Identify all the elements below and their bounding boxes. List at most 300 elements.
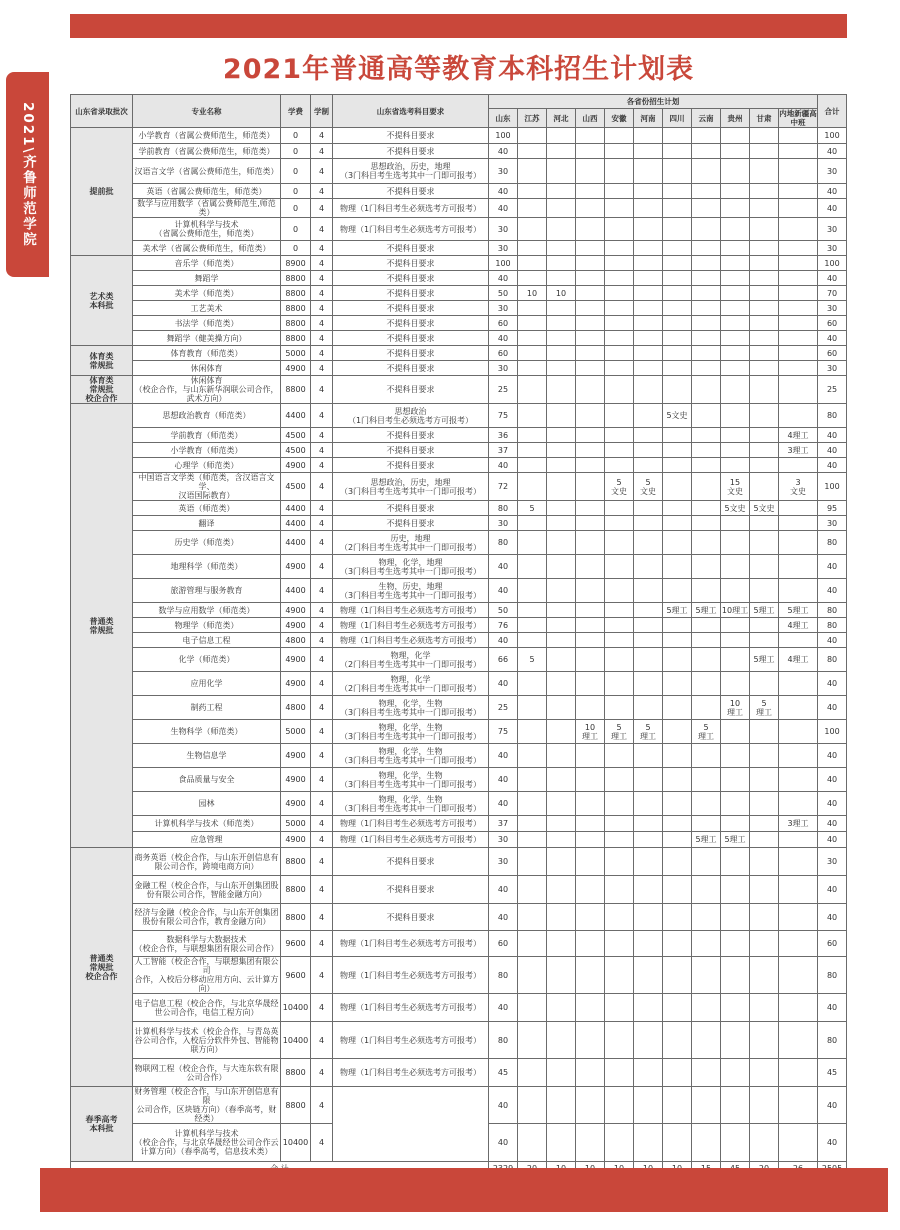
fee-cell: 8800 bbox=[281, 286, 311, 301]
top-banner bbox=[70, 14, 847, 38]
province-quota-cell bbox=[692, 768, 721, 792]
province-quota-cell bbox=[547, 473, 576, 501]
fee-cell: 4900 bbox=[281, 555, 311, 579]
fee-cell: 4900 bbox=[281, 792, 311, 816]
province-quota-cell bbox=[605, 994, 634, 1022]
years-cell: 4 bbox=[311, 792, 333, 816]
header-subject-req: 山东省选考科目要求 bbox=[333, 95, 489, 128]
header-years: 学制 bbox=[311, 95, 333, 128]
province-quota-cell bbox=[779, 218, 818, 241]
province-quota-cell bbox=[576, 218, 605, 241]
province-quota-cell bbox=[692, 301, 721, 316]
province-quota-cell: 5理工 bbox=[779, 603, 818, 618]
fee-cell: 8800 bbox=[281, 1087, 311, 1124]
province-quota-cell bbox=[750, 672, 779, 696]
fee-cell: 4900 bbox=[281, 744, 311, 768]
province-quota-cell bbox=[605, 256, 634, 271]
table-row bbox=[71, 458, 847, 473]
province-quota-cell: 80 bbox=[489, 501, 518, 516]
row-total-cell: 70 bbox=[818, 286, 847, 301]
province-quota-cell bbox=[518, 361, 547, 376]
subject-req-cell: 不提科目要求 bbox=[333, 501, 489, 516]
province-quota-cell bbox=[779, 199, 818, 218]
subject-req-cell: 不提科目要求 bbox=[333, 346, 489, 361]
years-cell: 4 bbox=[311, 501, 333, 516]
header-province: 四川 bbox=[663, 109, 692, 128]
fee-cell: 9600 bbox=[281, 931, 311, 957]
major-cell: 电子信息工程（校企合作，与北京华晟经 世公司合作，电信工程方向） bbox=[133, 994, 281, 1022]
years-cell: 4 bbox=[311, 199, 333, 218]
years-cell: 4 bbox=[311, 458, 333, 473]
province-quota-cell bbox=[547, 792, 576, 816]
fee-cell: 4400 bbox=[281, 579, 311, 603]
province-quota-cell bbox=[605, 144, 634, 159]
years-cell: 4 bbox=[311, 361, 333, 376]
fee-cell: 0 bbox=[281, 184, 311, 199]
years-cell: 4 bbox=[311, 376, 333, 404]
province-quota-cell: 5 理工 bbox=[692, 720, 721, 744]
row-total-cell: 40 bbox=[818, 579, 847, 603]
province-quota-cell bbox=[605, 316, 634, 331]
fee-cell: 0 bbox=[281, 144, 311, 159]
row-total-cell: 40 bbox=[818, 768, 847, 792]
fee-cell: 4400 bbox=[281, 516, 311, 531]
province-quota-cell bbox=[692, 579, 721, 603]
major-cell: 计算机科学与技术（师范类） bbox=[133, 816, 281, 832]
table-row bbox=[71, 768, 847, 792]
province-quota-cell bbox=[692, 184, 721, 199]
province-quota-cell bbox=[750, 458, 779, 473]
major-cell: 电子信息工程 bbox=[133, 633, 281, 648]
province-quota-cell bbox=[576, 618, 605, 633]
table-row bbox=[71, 428, 847, 443]
province-quota-cell bbox=[547, 144, 576, 159]
province-quota-cell: 4理工 bbox=[779, 618, 818, 633]
province-quota-cell bbox=[721, 184, 750, 199]
province-quota-cell bbox=[779, 144, 818, 159]
table-row bbox=[71, 256, 847, 271]
table-row bbox=[71, 376, 847, 404]
province-quota-cell bbox=[663, 241, 692, 256]
province-quota-cell bbox=[779, 184, 818, 199]
province-quota-cell bbox=[663, 218, 692, 241]
province-quota-cell bbox=[721, 1059, 750, 1087]
table-row bbox=[71, 218, 847, 241]
years-cell: 4 bbox=[311, 1022, 333, 1059]
province-quota-cell bbox=[721, 816, 750, 832]
table-row bbox=[71, 473, 847, 501]
major-cell: 应用化学 bbox=[133, 672, 281, 696]
fee-cell: 8800 bbox=[281, 848, 311, 876]
province-quota-cell bbox=[518, 241, 547, 256]
province-quota-cell bbox=[663, 184, 692, 199]
province-quota-cell bbox=[692, 331, 721, 346]
table-row bbox=[71, 792, 847, 816]
side-tab-school: 2021\齐鲁师范学院 bbox=[6, 72, 49, 277]
province-quota-cell bbox=[547, 672, 576, 696]
province-quota-cell: 3理工 bbox=[779, 443, 818, 458]
table-row bbox=[71, 316, 847, 331]
row-total-cell: 40 bbox=[818, 832, 847, 848]
province-quota-cell bbox=[721, 555, 750, 579]
province-quota-cell: 40 bbox=[489, 271, 518, 286]
province-quota-cell bbox=[663, 579, 692, 603]
batch-cell: 艺术类 本科批 bbox=[71, 256, 133, 346]
province-quota-cell bbox=[634, 579, 663, 603]
province-quota-cell bbox=[663, 1059, 692, 1087]
province-quota-cell bbox=[663, 876, 692, 904]
province-quota-cell bbox=[634, 816, 663, 832]
province-quota-cell bbox=[634, 458, 663, 473]
province-quota-cell bbox=[750, 816, 779, 832]
province-quota-cell: 5 理工 bbox=[605, 720, 634, 744]
province-quota-cell bbox=[547, 404, 576, 428]
province-quota-cell bbox=[721, 458, 750, 473]
province-quota-cell bbox=[721, 404, 750, 428]
province-quota-cell bbox=[605, 501, 634, 516]
province-quota-cell bbox=[518, 720, 547, 744]
row-total-cell: 40 bbox=[818, 1124, 847, 1162]
province-quota-cell: 5理工 bbox=[750, 648, 779, 672]
table-row bbox=[71, 696, 847, 720]
subject-req-cell: 不提科目要求 bbox=[333, 848, 489, 876]
province-quota-cell bbox=[721, 316, 750, 331]
major-cell: 物理学（师范类） bbox=[133, 618, 281, 633]
province-quota-cell bbox=[518, 316, 547, 331]
years-cell: 4 bbox=[311, 404, 333, 428]
major-cell: 计算机科学与技术（校企合作，与青岛英 谷公司合作，入校后分软件外包、智能物 联方向） bbox=[133, 1022, 281, 1059]
province-quota-cell bbox=[547, 744, 576, 768]
years-cell: 4 bbox=[311, 531, 333, 555]
province-quota-cell bbox=[692, 443, 721, 458]
subject-req-cell: 物理，化学，生物 （3门科目考生选考其中一门即可报考） bbox=[333, 744, 489, 768]
fee-cell: 4900 bbox=[281, 768, 311, 792]
years-cell: 4 bbox=[311, 256, 333, 271]
province-quota-cell bbox=[518, 128, 547, 144]
years-cell: 4 bbox=[311, 1124, 333, 1162]
row-total-cell: 40 bbox=[818, 633, 847, 648]
province-quota-cell bbox=[518, 331, 547, 346]
province-quota-cell bbox=[576, 672, 605, 696]
province-quota-cell: 40 bbox=[489, 331, 518, 346]
page-title: 2021年普通高等教育本科招生计划表 bbox=[222, 54, 695, 85]
province-quota-cell bbox=[692, 128, 721, 144]
province-quota-cell bbox=[605, 376, 634, 404]
table-row bbox=[71, 816, 847, 832]
province-quota-cell bbox=[634, 218, 663, 241]
province-quota-cell bbox=[634, 286, 663, 301]
row-total-cell: 40 bbox=[818, 443, 847, 458]
row-total-cell: 30 bbox=[818, 516, 847, 531]
province-quota-cell bbox=[692, 744, 721, 768]
province-quota-cell bbox=[663, 720, 692, 744]
province-quota-cell bbox=[547, 768, 576, 792]
table-row bbox=[71, 579, 847, 603]
province-quota-cell: 4理工 bbox=[779, 428, 818, 443]
subject-req-cell: 物理（1门科目考生必须选考方可报考） bbox=[333, 832, 489, 848]
province-quota-cell: 60 bbox=[489, 931, 518, 957]
province-quota-cell bbox=[518, 744, 547, 768]
province-quota-cell bbox=[721, 744, 750, 768]
province-quota-cell bbox=[779, 331, 818, 346]
years-cell: 4 bbox=[311, 994, 333, 1022]
province-quota-cell bbox=[779, 316, 818, 331]
province-quota-cell bbox=[750, 428, 779, 443]
province-quota-cell bbox=[634, 555, 663, 579]
province-quota-cell: 45 bbox=[489, 1059, 518, 1087]
province-quota-cell bbox=[576, 256, 605, 271]
subject-req-cell: 不提科目要求 bbox=[333, 376, 489, 404]
batch-cell: 体育类 常规批 校企合作 bbox=[71, 376, 133, 404]
table-row bbox=[71, 531, 847, 555]
province-quota-cell bbox=[692, 241, 721, 256]
province-quota-cell bbox=[779, 832, 818, 848]
province-quota-cell bbox=[634, 696, 663, 720]
province-quota-cell bbox=[721, 128, 750, 144]
major-cell: 化学（师范类） bbox=[133, 648, 281, 672]
province-quota-cell bbox=[518, 516, 547, 531]
row-total-cell: 80 bbox=[818, 531, 847, 555]
fee-cell: 4900 bbox=[281, 603, 311, 618]
header-province: 贵州 bbox=[721, 109, 750, 128]
province-quota-cell bbox=[634, 199, 663, 218]
province-quota-cell bbox=[634, 832, 663, 848]
subject-req-cell: 不提科目要求 bbox=[333, 443, 489, 458]
province-quota-cell bbox=[779, 768, 818, 792]
province-quota-cell bbox=[634, 331, 663, 346]
province-quota-cell: 5文史 bbox=[663, 404, 692, 428]
province-quota-cell: 5文史 bbox=[721, 501, 750, 516]
province-quota-cell bbox=[692, 618, 721, 633]
fee-cell: 0 bbox=[281, 128, 311, 144]
table-row bbox=[71, 516, 847, 531]
province-quota-cell bbox=[547, 994, 576, 1022]
major-cell: 小学教育（师范类） bbox=[133, 443, 281, 458]
province-quota-cell bbox=[634, 301, 663, 316]
province-quota-cell bbox=[692, 876, 721, 904]
province-quota-cell bbox=[750, 768, 779, 792]
province-quota-cell bbox=[721, 516, 750, 531]
province-quota-cell bbox=[721, 428, 750, 443]
subject-req-cell: 物理（1门科目考生必须选考方可报考） bbox=[333, 816, 489, 832]
province-quota-cell: 10理工 bbox=[721, 603, 750, 618]
province-quota-cell bbox=[576, 531, 605, 555]
province-quota-cell bbox=[663, 199, 692, 218]
fee-cell: 8900 bbox=[281, 256, 311, 271]
row-total-cell: 60 bbox=[818, 931, 847, 957]
row-total-cell: 30 bbox=[818, 218, 847, 241]
province-quota-cell bbox=[663, 473, 692, 501]
province-quota-cell bbox=[634, 848, 663, 876]
years-cell: 4 bbox=[311, 184, 333, 199]
years-cell: 4 bbox=[311, 957, 333, 994]
province-quota-cell: 5理工 bbox=[663, 603, 692, 618]
province-quota-cell bbox=[692, 957, 721, 994]
province-quota-cell bbox=[663, 792, 692, 816]
province-quota-cell bbox=[721, 286, 750, 301]
province-quota-cell bbox=[663, 555, 692, 579]
fee-cell: 8800 bbox=[281, 1059, 311, 1087]
row-total-cell: 60 bbox=[818, 316, 847, 331]
fee-cell: 8800 bbox=[281, 904, 311, 931]
province-quota-cell bbox=[692, 1022, 721, 1059]
province-quota-cell bbox=[518, 876, 547, 904]
province-quota-cell bbox=[750, 361, 779, 376]
province-quota-cell bbox=[721, 199, 750, 218]
province-quota-cell bbox=[547, 184, 576, 199]
province-quota-cell bbox=[750, 720, 779, 744]
province-quota-cell bbox=[576, 792, 605, 816]
province-quota-cell bbox=[547, 256, 576, 271]
row-total-cell: 30 bbox=[818, 241, 847, 256]
province-quota-cell bbox=[518, 579, 547, 603]
subject-req-cell: 物理（1门科目考生必须选考方可报考） bbox=[333, 1022, 489, 1059]
province-quota-cell bbox=[721, 144, 750, 159]
province-quota-cell bbox=[721, 361, 750, 376]
province-quota-cell bbox=[634, 256, 663, 271]
province-quota-cell bbox=[779, 516, 818, 531]
province-quota-cell bbox=[547, 1022, 576, 1059]
province-quota-cell bbox=[750, 128, 779, 144]
subject-req-cell: 不提科目要求 bbox=[333, 516, 489, 531]
province-quota-cell: 80 bbox=[489, 531, 518, 555]
row-total-cell: 30 bbox=[818, 301, 847, 316]
province-quota-cell bbox=[576, 144, 605, 159]
row-total-cell: 80 bbox=[818, 603, 847, 618]
table-row bbox=[71, 301, 847, 316]
major-cell: 休闲体育 （校企合作，与山东新华润联公司合作，武术方向） bbox=[134, 376, 279, 403]
province-quota-cell: 40 bbox=[489, 1087, 518, 1124]
fee-cell: 0 bbox=[281, 241, 311, 256]
province-quota-cell bbox=[779, 404, 818, 428]
province-quota-cell bbox=[663, 672, 692, 696]
province-quota-cell bbox=[692, 531, 721, 555]
province-quota-cell bbox=[750, 199, 779, 218]
table-row bbox=[71, 744, 847, 768]
province-quota-cell bbox=[605, 1087, 634, 1124]
province-quota-cell bbox=[692, 144, 721, 159]
row-total-cell: 40 bbox=[818, 994, 847, 1022]
province-quota-cell bbox=[750, 271, 779, 286]
major-cell: 园林 bbox=[133, 792, 281, 816]
province-quota-cell bbox=[663, 316, 692, 331]
major-cell: 数据科学与大数据技术 （校企合作，与联想集团有限公司合作） bbox=[133, 931, 281, 957]
province-quota-cell bbox=[750, 346, 779, 361]
major-cell: 计算机科学与技术 （校企合作，与北京华晟经世公司合作云 计算方向）（春季高考，信息技术类） bbox=[133, 1124, 281, 1162]
province-quota-cell bbox=[605, 361, 634, 376]
years-cell: 4 bbox=[311, 744, 333, 768]
province-quota-cell bbox=[576, 428, 605, 443]
row-total-cell: 40 bbox=[818, 555, 847, 579]
province-quota-cell bbox=[634, 633, 663, 648]
province-quota-cell: 5 理工 bbox=[750, 696, 779, 720]
fee-cell: 4800 bbox=[281, 696, 311, 720]
province-quota-cell bbox=[547, 361, 576, 376]
fee-cell: 4900 bbox=[281, 458, 311, 473]
row-total-cell: 80 bbox=[818, 618, 847, 633]
table-row bbox=[71, 184, 847, 199]
province-quota-cell bbox=[692, 458, 721, 473]
province-quota-cell bbox=[605, 579, 634, 603]
province-quota-cell bbox=[721, 957, 750, 994]
province-quota-cell bbox=[779, 555, 818, 579]
row-total-cell: 100 bbox=[818, 473, 847, 501]
province-quota-cell: 80 bbox=[489, 1022, 518, 1059]
table-row bbox=[71, 994, 847, 1022]
years-cell: 4 bbox=[311, 428, 333, 443]
province-quota-cell bbox=[750, 516, 779, 531]
fee-cell: 5000 bbox=[281, 346, 311, 361]
province-quota-cell bbox=[779, 271, 818, 286]
province-quota-cell: 30 bbox=[489, 848, 518, 876]
province-quota-cell bbox=[634, 316, 663, 331]
years-cell: 4 bbox=[311, 1059, 333, 1087]
province-quota-cell bbox=[634, 1059, 663, 1087]
major-cell: 书法学（师范类） bbox=[133, 316, 281, 331]
header-province: 云南 bbox=[692, 109, 721, 128]
province-quota-cell bbox=[692, 696, 721, 720]
province-quota-cell bbox=[634, 1124, 663, 1162]
major-cell: 历史学（师范类） bbox=[133, 531, 281, 555]
years-cell: 4 bbox=[311, 346, 333, 361]
major-cell: 英语（省属公费师范生，师范类） bbox=[133, 184, 281, 199]
subject-req-cell: 不提科目要求 bbox=[333, 428, 489, 443]
row-total-cell: 95 bbox=[818, 501, 847, 516]
province-quota-cell bbox=[547, 443, 576, 458]
province-quota-cell: 30 bbox=[489, 832, 518, 848]
province-quota-cell bbox=[605, 1059, 634, 1087]
province-quota-cell bbox=[605, 516, 634, 531]
province-quota-cell: 5文史 bbox=[750, 501, 779, 516]
province-quota-cell bbox=[547, 271, 576, 286]
province-quota-cell bbox=[692, 792, 721, 816]
subject-req-cell: 不提科目要求 bbox=[333, 316, 489, 331]
province-quota-cell bbox=[692, 473, 721, 501]
province-quota-cell bbox=[721, 1087, 750, 1124]
province-quota-cell bbox=[721, 1124, 750, 1162]
province-quota-cell bbox=[779, 1087, 818, 1124]
fee-cell: 4500 bbox=[281, 428, 311, 443]
province-quota-cell bbox=[547, 832, 576, 848]
province-quota-cell bbox=[750, 256, 779, 271]
table-row bbox=[71, 832, 847, 848]
province-quota-cell bbox=[634, 443, 663, 458]
province-quota-cell bbox=[518, 376, 547, 404]
major-cell: 休闲体育 bbox=[133, 361, 281, 376]
row-total-cell: 40 bbox=[818, 672, 847, 696]
province-quota-cell bbox=[576, 128, 605, 144]
header-province: 甘肃 bbox=[750, 109, 779, 128]
major-cell: 中国语言文学类（师范类，含汉语言文学、 汉语国际教育） bbox=[133, 473, 281, 501]
subject-req-cell: 物理，化学，生物 （3门科目考生选考其中一门即可报考） bbox=[333, 720, 489, 744]
province-quota-cell bbox=[721, 848, 750, 876]
province-quota-cell bbox=[750, 633, 779, 648]
province-quota-cell bbox=[663, 286, 692, 301]
province-quota-cell: 40 bbox=[489, 1124, 518, 1162]
province-quota-cell bbox=[518, 218, 547, 241]
province-quota-cell bbox=[779, 376, 818, 404]
province-quota-cell: 37 bbox=[489, 816, 518, 832]
fee-cell: 5000 bbox=[281, 816, 311, 832]
province-quota-cell bbox=[663, 1087, 692, 1124]
province-quota-cell bbox=[663, 768, 692, 792]
province-quota-cell bbox=[605, 184, 634, 199]
province-quota-cell bbox=[518, 443, 547, 458]
years-cell: 4 bbox=[311, 144, 333, 159]
province-quota-cell bbox=[721, 994, 750, 1022]
row-total-cell: 60 bbox=[818, 346, 847, 361]
province-quota-cell bbox=[605, 346, 634, 361]
